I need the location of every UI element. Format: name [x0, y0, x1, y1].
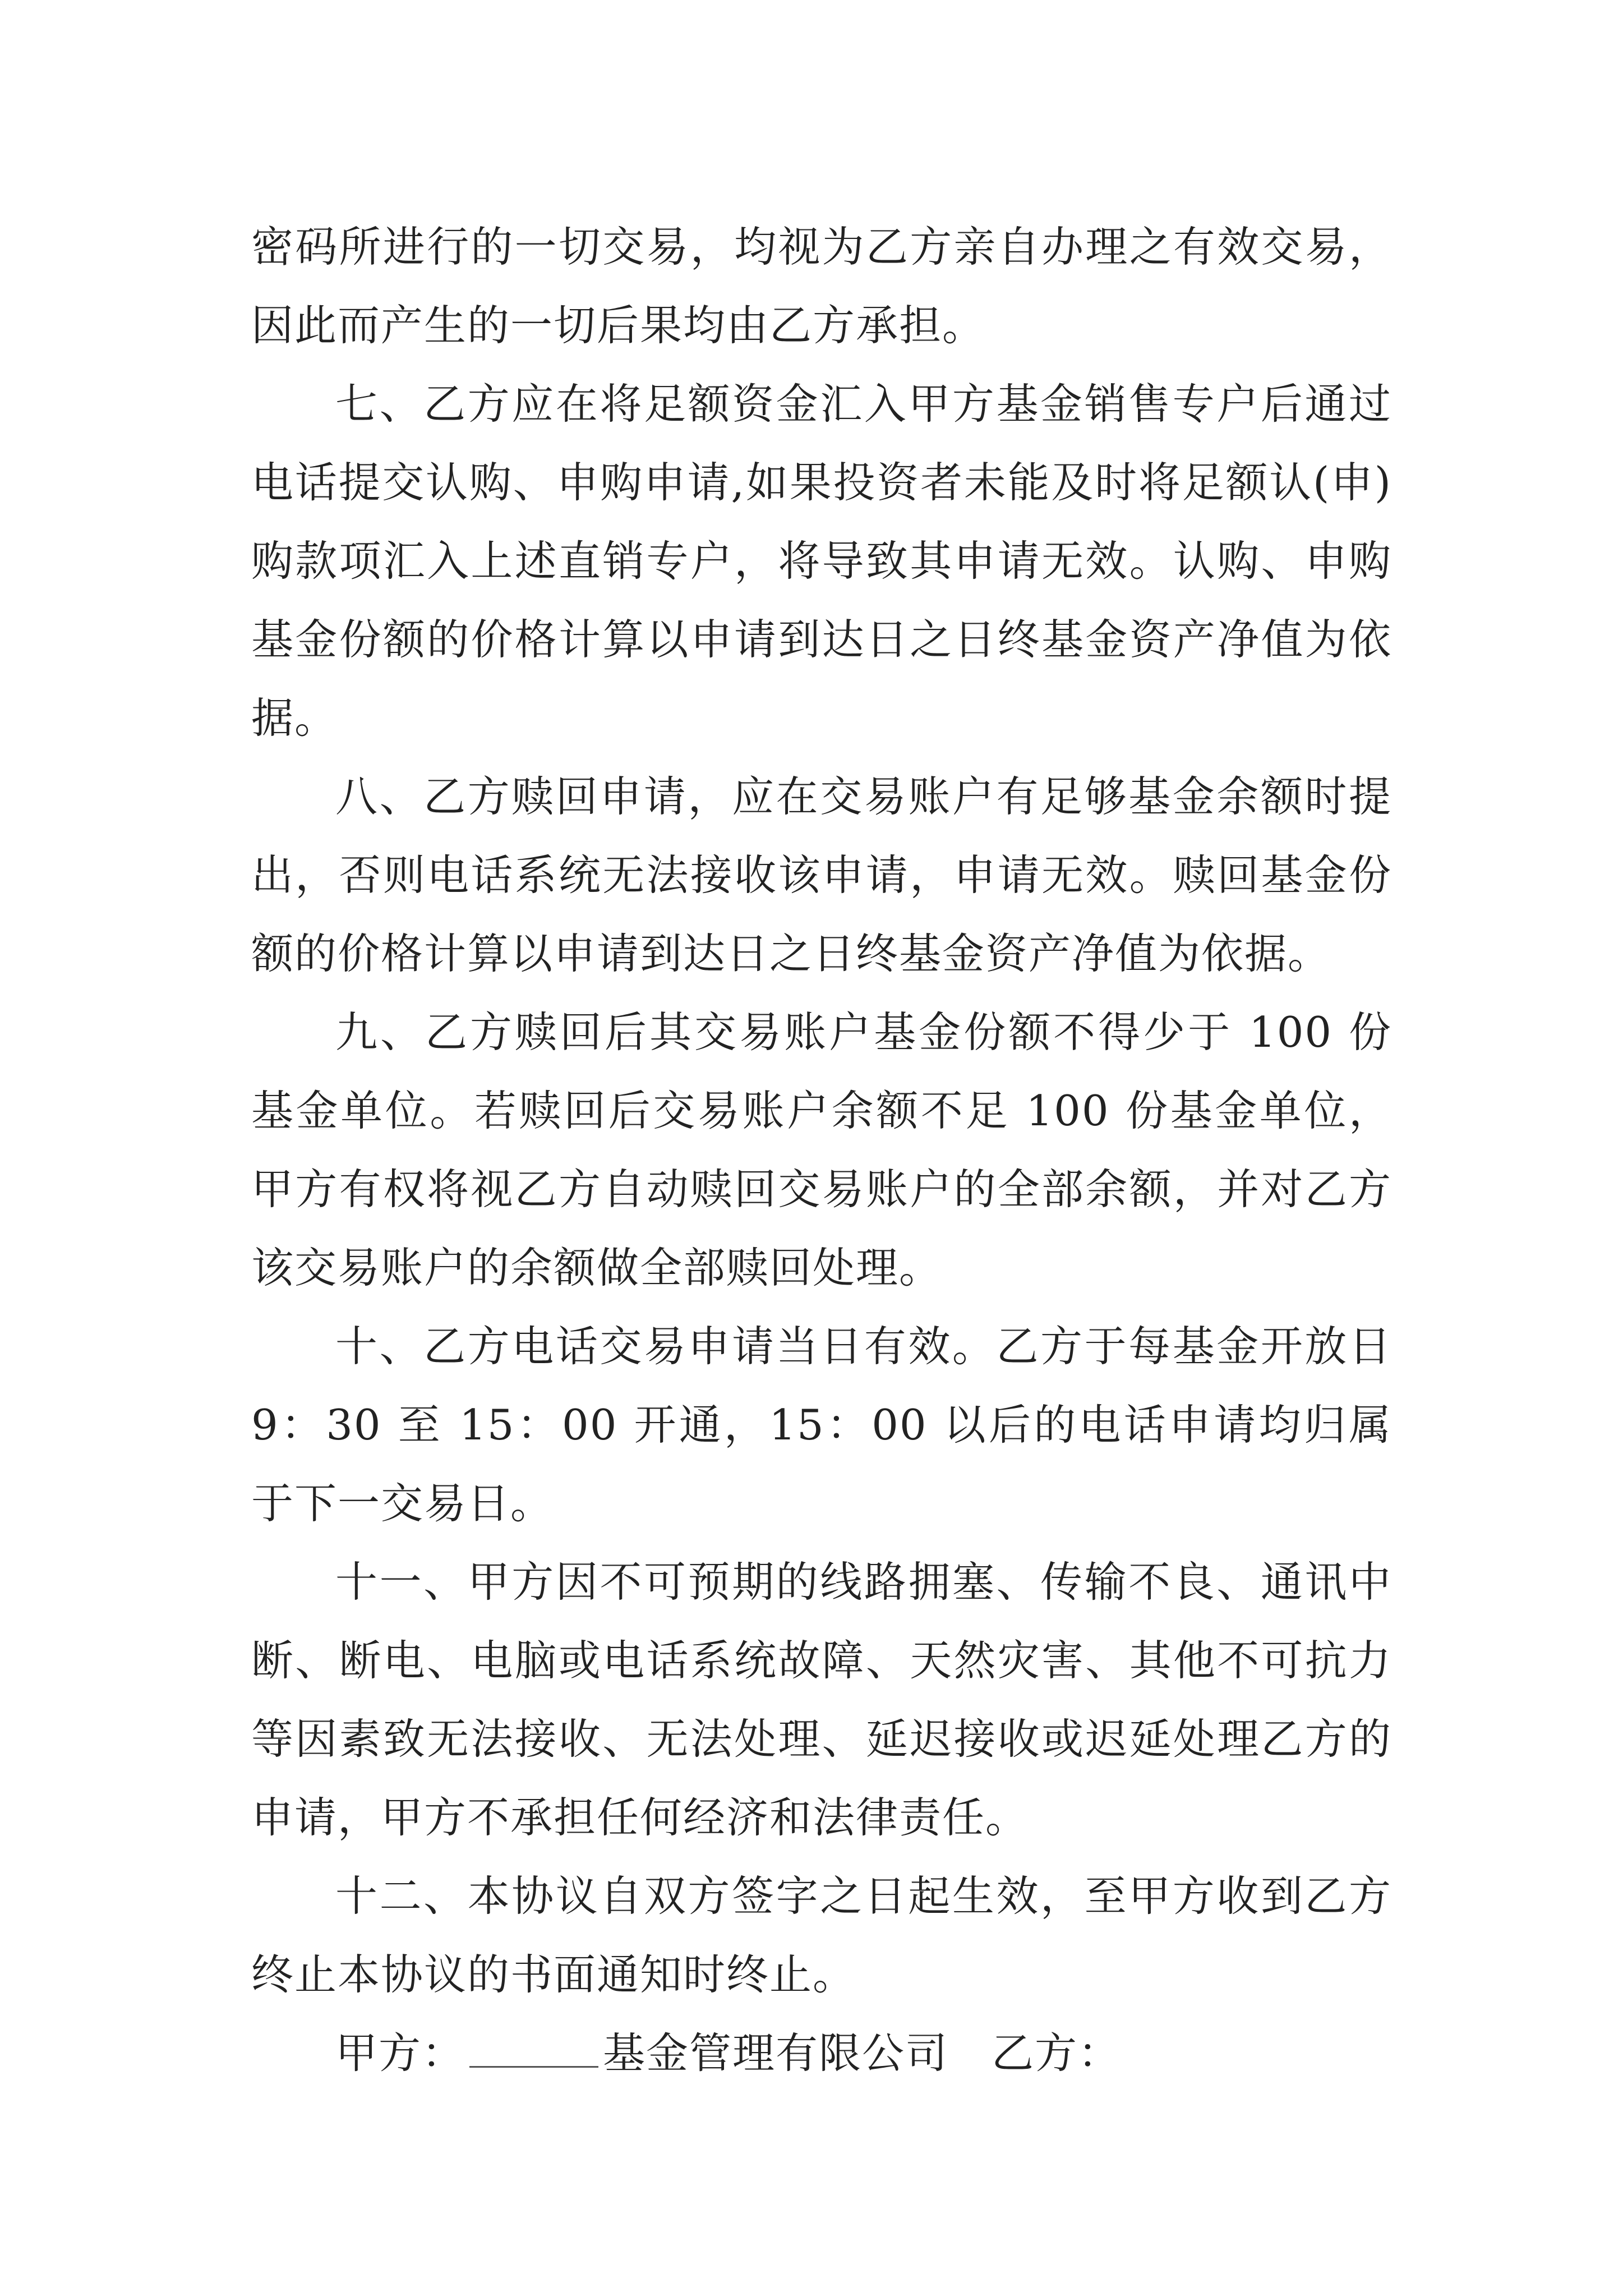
party-a-company: 基金管理有限公司	[603, 2028, 949, 2078]
document-body	[251, 208, 1392, 2092]
clause-8: 八、乙方赎回申请，应在交易账户有足够基金余额时提出，否则电话系统无法接收该申请，申请无效。赎回基金份额的价格计算以申请到达日之日终基金资产净值为依据。	[251, 772, 1392, 978]
clause-7: 七、乙方应在将足额资金汇入甲方基金销售专户后通过电话提交认购、申购申请,如果投资者未能及时将足额认(申)购款项汇入上述直销专户，将导致其申请无效。认购、申购基金份额的价格计算以申请到达日之日终基金资产净值为依据。	[251, 379, 1392, 743]
clause-12: 十二、本协议自双方签字之日起生效，至甲方收到乙方终止本协议的书面通知时终止。	[251, 1871, 1392, 1999]
signature-line	[251, 2014, 1392, 2092]
party-a-label: 甲方：	[335, 2028, 465, 2078]
party-a-name-blank	[469, 2027, 598, 2068]
clause-10: 十、乙方电话交易申请当日有效。乙方于每基金开放日9：30 至 15：00 开通，15：00 以后的电话申请均归属于下一交易日。	[251, 1322, 1392, 1528]
party-b-label: 乙方：	[992, 2028, 1122, 2078]
paragraph-continuation: 密码所进行的一切交易，均视为乙方亲自办理之有效交易，因此而产生的一切后果均由乙方承担。	[251, 222, 1392, 350]
clause-9: 九、乙方赎回后其交易账户基金份额不得少于 100 份基金单位。若赎回后交易账户余额不足 100 份基金单位，甲方有权将视乙方自动赎回交易账户的全部余额，并对乙方该交易账户的余额做全部赎回处理。	[251, 1007, 1392, 1292]
clause-11: 十一、甲方因不可预期的线路拥塞、传输不良、通讯中断、断电、电脑或电话系统故障、天然灾害、其他不可抗力等因素致无法接收、无法处理、延迟接收或迟延处理乙方的申请，甲方不承担任何经济和法律责任。	[251, 1557, 1392, 1842]
